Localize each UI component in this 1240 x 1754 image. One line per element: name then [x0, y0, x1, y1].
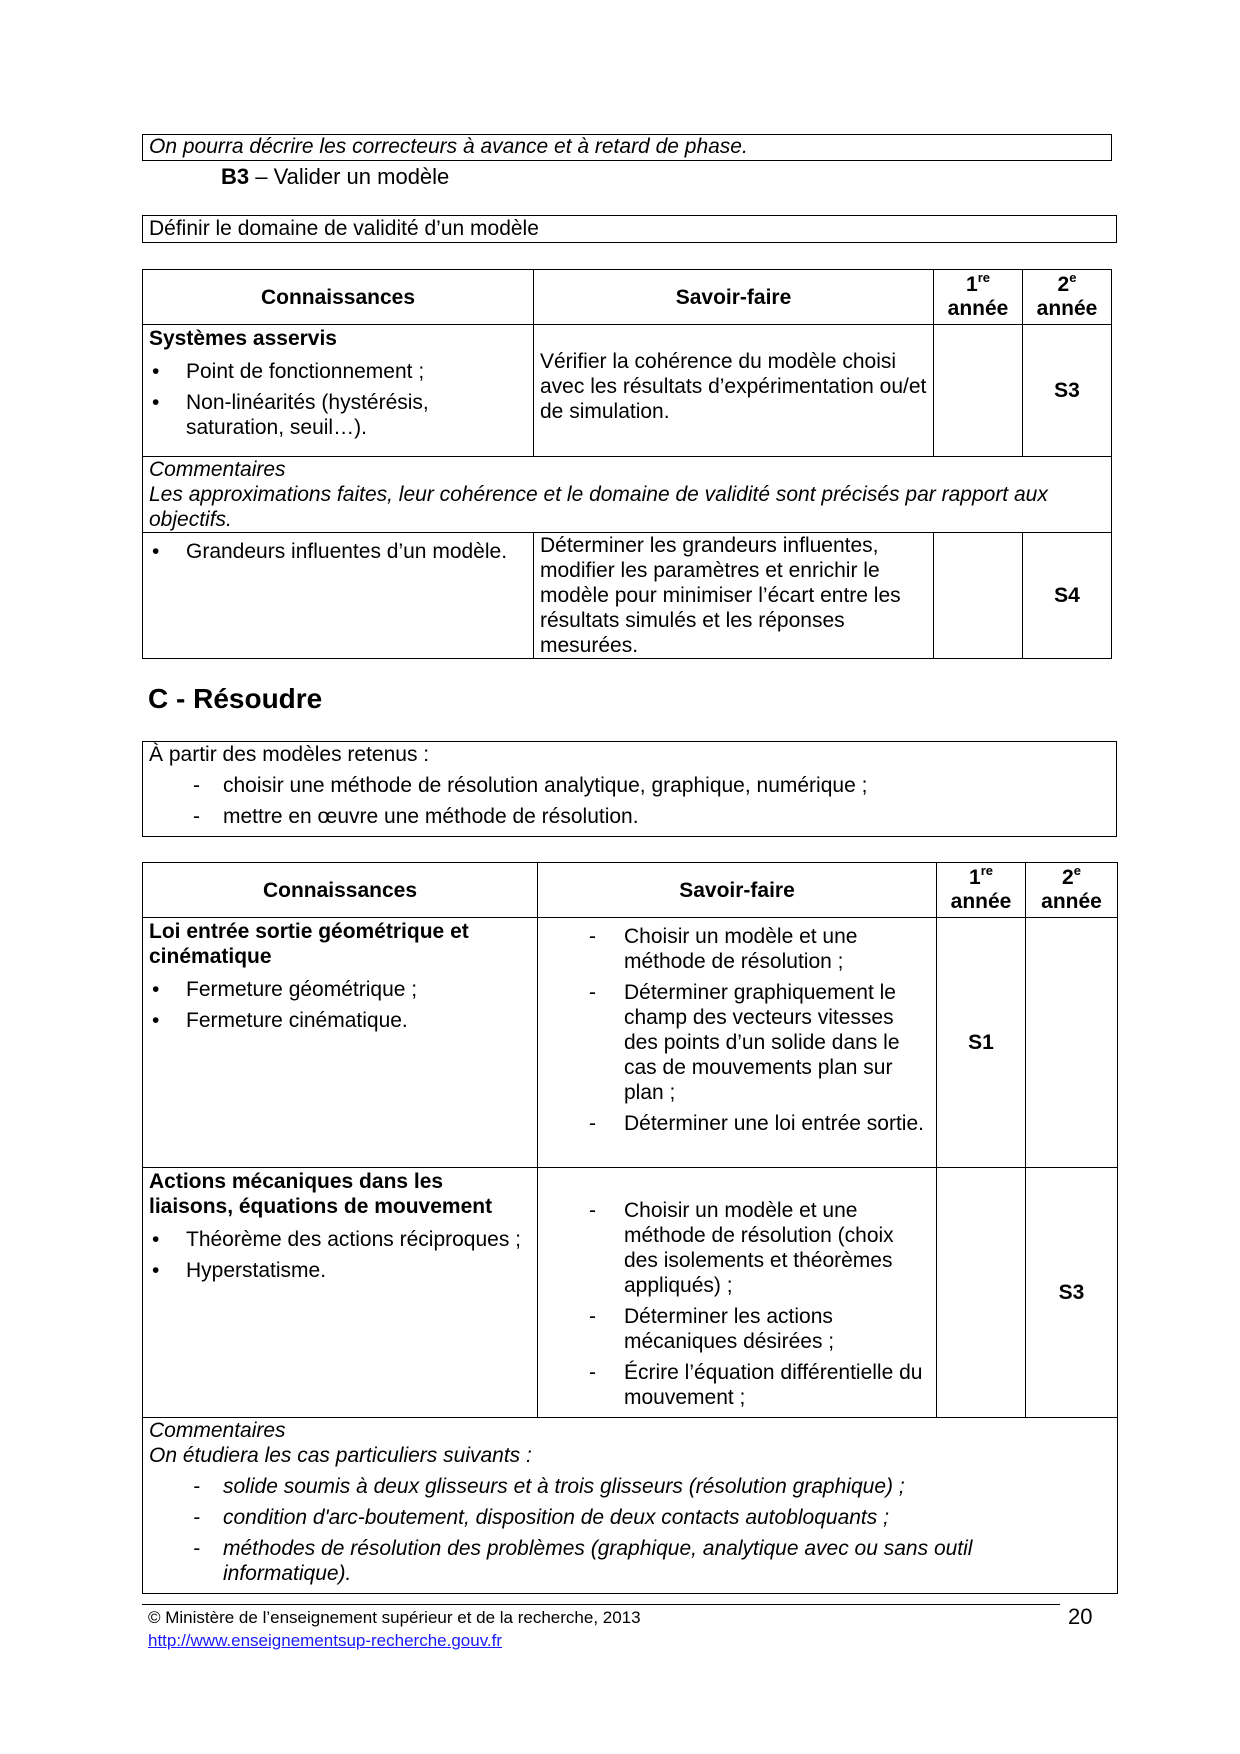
t2-header-savoir-faire: Savoir-faire: [538, 863, 937, 918]
t1-row2-savoir-faire: [534, 533, 934, 659]
footer-url-link[interactable]: http://www.enseignementsup-recherche.gouv.fr: [148, 1631, 503, 1650]
c-intro-item-1: - choisir une méthode de résolution analytique, graphique, numérique ;: [149, 773, 1110, 798]
b3-objective: Définir le domaine de validité d’un modèle: [149, 217, 539, 240]
t1-row2-year2: S4: [1023, 533, 1112, 659]
t1-row2-year1: [934, 533, 1023, 659]
t2-row2-year1: [937, 1168, 1026, 1418]
c-intro-lead: À partir des modèles retenus :: [149, 743, 430, 766]
c-competence-table: [142, 862, 1118, 1594]
header-year-1: 1re année: [934, 270, 1023, 325]
t1-comment-text: Les approximations faites, leur cohérence et le domaine de validité sont précisés par rapport aux objectifs.: [149, 483, 1048, 531]
t2-row2-savoir-3: - Écrire l’équation différentielle du mouvement ;: [544, 1360, 926, 1410]
page-number: 20: [1068, 1604, 1093, 1629]
t1-row2-bullet-1: • Grandeurs influentes d’un modèle.: [149, 539, 527, 564]
t2-row1-year2: [1026, 918, 1118, 1168]
header-year-2: 2e année: [1023, 270, 1112, 325]
header-connaissances: Connaissances: [143, 270, 534, 325]
footer-rule: [142, 1604, 1060, 1605]
t1-row2-connaissances: [143, 533, 534, 659]
t2-comment-lead: On étudiera les cas particuliers suivants :: [149, 1444, 532, 1467]
t2-row2-connaissances: [143, 1168, 538, 1418]
t2-header-year-1: 1re année: [937, 863, 1026, 918]
t2-row1-connaissances: [143, 918, 538, 1168]
t2-row1-savoir-3: - Déterminer une loi entrée sortie.: [544, 1111, 926, 1136]
b3-objective-box: [142, 215, 1117, 243]
t2-row2-bullet-2: • Hyperstatisme.: [149, 1258, 531, 1283]
t2-row1-savoir-faire: [538, 918, 937, 1168]
t2-header-connaissances: Connaissances: [143, 863, 538, 918]
section-b3-heading: [221, 164, 449, 190]
t2-row1-heading: Loi entrée sortie géométrique et cinématique: [149, 920, 469, 968]
t1-row2-savoir: Déterminer les grandeurs influentes, modifier les paramètres et enrichir le modèle pour minimiser l’écart entre les résultats simulés et les réponses mesurées.: [540, 534, 901, 657]
t2-row2-year2: S3: [1026, 1168, 1118, 1418]
header-savoir-faire: Savoir-faire: [534, 270, 934, 325]
t2-row2-heading: Actions mécaniques dans les liaisons, équations de mouvement: [149, 1170, 493, 1218]
t2-row2-savoir-faire: [538, 1168, 937, 1418]
t2-row2-bullet-1: • Théorème des actions réciproques ;: [149, 1227, 531, 1252]
section-b3-title: – Valider un modèle: [249, 164, 450, 189]
t1-row1-bullet-2: • Non-linéarités (hystérésis, saturation, seuil…).: [149, 390, 527, 440]
t1-row1-year1: [934, 325, 1023, 457]
t2-comment-item-2: - condition d'arc-boutement, disposition de deux contacts autobloquants ;: [149, 1505, 1047, 1530]
top-note-box: [142, 134, 1112, 161]
top-note: On pourra décrire les correcteurs à avance et à retard de phase.: [149, 135, 748, 158]
t2-comment: [143, 1418, 1118, 1594]
t1-comment: [143, 457, 1112, 533]
t2-comment-item-1: - solide soumis à deux glisseurs et à trois glisseurs (résolution graphique) ;: [149, 1474, 1047, 1499]
t2-row2-savoir-2: - Déterminer les actions mécaniques désirées ;: [544, 1304, 926, 1354]
t1-comment-label: Commentaires: [149, 458, 286, 481]
t1-row1-heading: Systèmes asservis: [149, 327, 337, 350]
t1-row1-savoir-faire: [534, 325, 934, 457]
t2-row1-savoir-2: - Déterminer graphiquement le champ des vecteurs vitesses des points d’un solide dans le cas de mouvements plan sur plan ;: [544, 980, 926, 1105]
t1-row1-year2: S3: [1023, 325, 1112, 457]
t1-row1-connaissances: [143, 325, 534, 457]
t2-comment-label: Commentaires: [149, 1419, 286, 1442]
t2-row1-bullet-1: • Fermeture géométrique ;: [149, 977, 531, 1002]
c-intro-item-2: - mettre en œuvre une méthode de résolution.: [149, 804, 1110, 829]
t2-row2-savoir-1: - Choisir un modèle et une méthode de résolution (choix des isolements et théorèmes appliqués) ;: [544, 1198, 926, 1298]
section-c-heading: C - Résoudre: [148, 683, 323, 714]
t2-header-year-2: 2e année: [1026, 863, 1118, 918]
t2-row1-year1: S1: [937, 918, 1026, 1168]
t1-row1-bullet-1: • Point de fonctionnement ;: [149, 359, 527, 384]
t2-row1-bullet-2: • Fermeture cinématique.: [149, 1008, 531, 1033]
t2-row1-savoir-1: - Choisir un modèle et une méthode de résolution ;: [544, 924, 926, 974]
c-intro-box: [142, 741, 1117, 837]
footer-copyright: © Ministère de l’enseignement supérieur et de la recherche, 2013: [148, 1608, 641, 1627]
t1-row1-savoir: Vérifier la cohérence du modèle choisi avec les résultats d’expérimentation ou/et de simulation.: [540, 350, 927, 423]
section-b3-code: B3: [221, 164, 250, 189]
t2-comment-item-3: - méthodes de résolution des problèmes (graphique, analytique avec ou sans outil informatique).: [149, 1536, 1047, 1586]
b3-competence-table: [142, 269, 1112, 659]
